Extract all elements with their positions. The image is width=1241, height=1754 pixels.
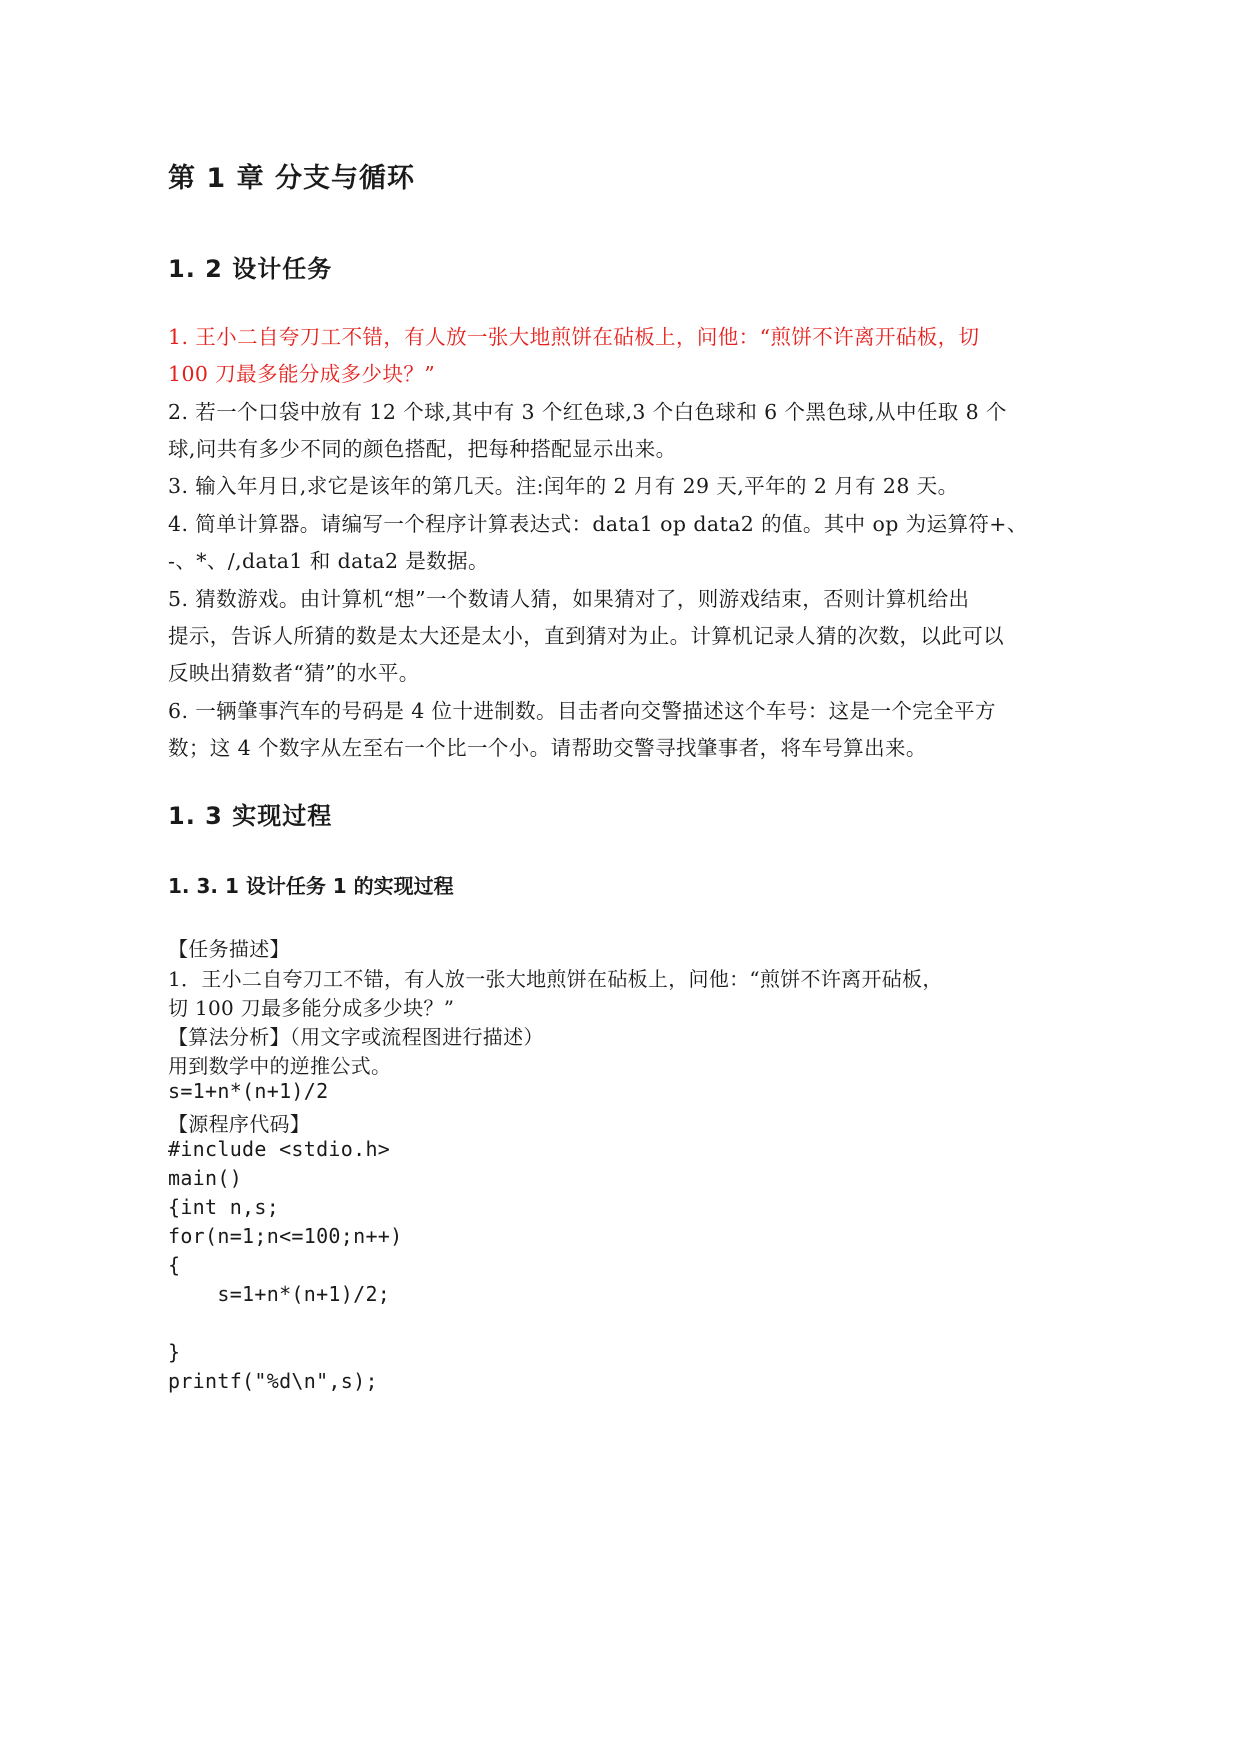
section-title-implementation: 1. 3 实现过程 bbox=[168, 802, 333, 830]
subsection-title: 1. 3. 1 设计任务 1 的实现过程 bbox=[168, 874, 454, 898]
code-line: {int n,s; bbox=[168, 1195, 280, 1219]
task-line: 6. 一辆肇事汽车的号码是 4 位十进制数。目击者向交警描述这个车号：这是一个完全平方 bbox=[168, 699, 996, 723]
task-line: -、*、/,data1 和 data2 是数据。 bbox=[168, 549, 489, 573]
body-line: 1．王小二自夸刀工不错，有人放一张大地煎饼在砧板上，问他：“煎饼不许离开砧板， bbox=[168, 967, 943, 991]
label-algorithm-analysis: 【算法分析】（用文字或流程图进行描述） bbox=[168, 1025, 544, 1049]
task-line: 2. 若一个口袋中放有 12 个球,其中有 3 个红色球,3 个白色球和 6 个黑色球,从中任取 8 个 bbox=[168, 400, 1007, 424]
chapter-title: 第 1 章 分支与循环 bbox=[168, 163, 415, 194]
task-line: 球,问共有多少不同的颜色搭配，把每种搭配显示出来。 bbox=[168, 437, 677, 461]
task-line: 提示，告诉人所猜的数是太大还是太小，直到猜对为止。计算机记录人猜的次数，以此可以 bbox=[168, 624, 1004, 648]
code-line: s=1+n*(n+1)/2; bbox=[168, 1282, 391, 1306]
body-line: 切 100 刀最多能分成多少块？” bbox=[168, 996, 455, 1020]
code-line: #include <stdio.h> bbox=[168, 1137, 391, 1161]
code-line: } bbox=[168, 1340, 181, 1364]
task-line: 100 刀最多能分成多少块？” bbox=[168, 362, 436, 386]
task-line: 4. 简单计算器。请编写一个程序计算表达式：data1 op data2 的值。其中 op 为运算符+、 bbox=[168, 512, 1028, 536]
task-line: 3. 输入年月日,求它是该年的第几天。注:闰年的 2 月有 29 天,平年的 2 月有 28 天。 bbox=[168, 474, 959, 498]
label-task-description: 【任务描述】 bbox=[168, 937, 290, 961]
formula-line: s=1+n*(n+1)/2 bbox=[168, 1079, 329, 1103]
code-line: printf("%d\n",s); bbox=[168, 1369, 378, 1393]
body-line: 用到数学中的逆推公式。 bbox=[168, 1054, 392, 1078]
task-line: 数；这 4 个数字从左至右一个比一个小。请帮助交警寻找肇事者，将车号算出来。 bbox=[168, 736, 927, 760]
code-line: main() bbox=[168, 1166, 243, 1190]
code-line: for(n=1;n<=100;n++) bbox=[168, 1224, 403, 1248]
label-source-code: 【源程序代码】 bbox=[168, 1112, 311, 1136]
section-title-design-tasks: 1. 2 设计任务 bbox=[168, 255, 333, 283]
task-line: 1. 王小二自夸刀工不错，有人放一张大地煎饼在砧板上，问他：“煎饼不许离开砧板，切 bbox=[168, 325, 980, 349]
task-line: 反映出猜数者“猜”的水平。 bbox=[168, 661, 420, 685]
code-line: { bbox=[168, 1253, 181, 1277]
task-line: 5. 猜数游戏。由计算机“想”一个数请人猜，如果猜对了，则游戏结束，否则计算机给出 bbox=[168, 587, 970, 611]
